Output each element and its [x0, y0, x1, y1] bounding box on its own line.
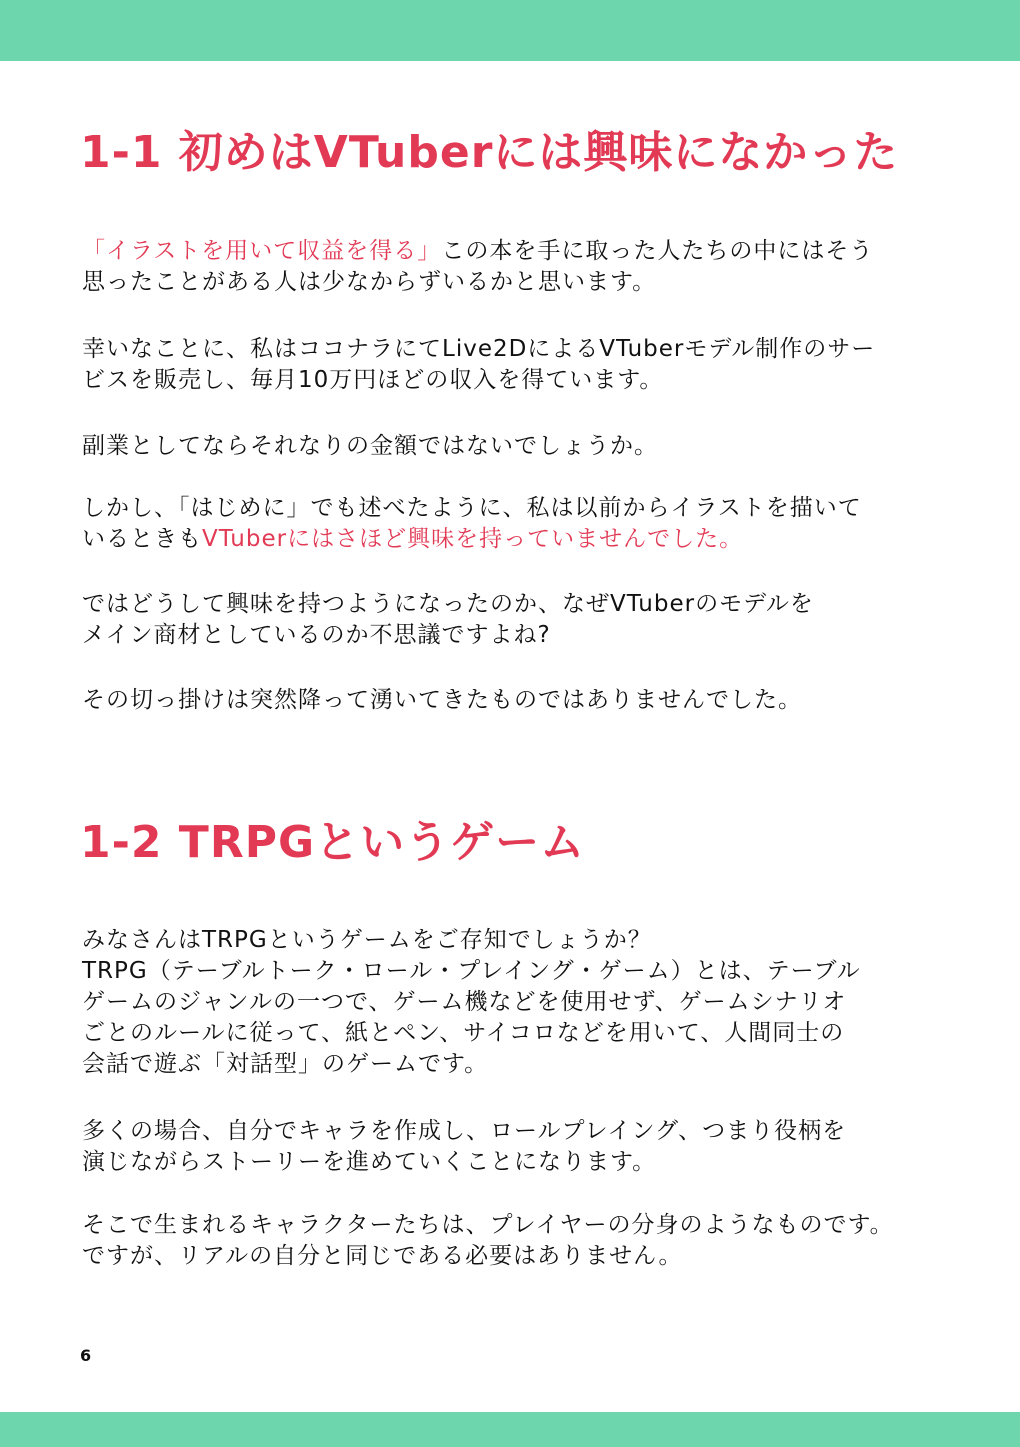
text-line [82, 365, 875, 396]
paragraph-roleplay [82, 1116, 846, 1178]
section-heading-1-2: 1-2 TRPGというゲーム [80, 817, 586, 868]
text-line [82, 956, 861, 987]
text-line [82, 1241, 894, 1272]
section-heading-1-1: 1-1 初めはVTuberには興味になかった [80, 127, 899, 178]
text-run: 多くの場合、自分でキャラを作成し、ロールプレイング、つまり役柄を [82, 1118, 847, 1144]
text-run: しかし、「はじめに」でも述べたように、私は以前からイラストを描いて [82, 495, 862, 521]
text-line [82, 1049, 861, 1080]
text-run: この本を手に取った人たちの中にはそう [441, 238, 874, 264]
text-run: その切っ掛けは突然降って湧いてきたものではありませんでした。 [82, 687, 802, 713]
text-run: TRPG（テーブルトーク・ロール・プレイング・ゲーム）とは、テーブル [82, 958, 861, 984]
text-line [82, 1116, 846, 1147]
page-number: 6 [80, 1346, 92, 1365]
top-color-band [0, 0, 1020, 61]
text-run: ではどうして興味を持つようになったのか、なぜVTuberのモデルを [82, 591, 814, 617]
paragraph-trigger [82, 685, 802, 716]
paragraph-no-interest [82, 493, 862, 555]
paragraph-intro-quote [82, 236, 873, 298]
highlighted-text: VTuberにはさほど興味を持っていませんでした。 [202, 526, 744, 552]
paragraph-coconala-income [82, 334, 875, 396]
text-line [82, 987, 861, 1018]
paragraph-side-job [82, 431, 658, 462]
text-line [82, 1018, 861, 1049]
paragraph-characters [82, 1210, 894, 1272]
text-line [82, 431, 658, 462]
paragraph-why-vtuber [82, 589, 814, 651]
bottom-color-band [0, 1412, 1020, 1447]
text-line [82, 334, 875, 365]
text-run: みなさんはTRPGというゲームをご存知でしょうか？ [82, 927, 652, 953]
text-line [82, 236, 873, 267]
paragraph-trpg-intro [82, 925, 861, 1080]
text-line [82, 267, 873, 298]
text-run: ビスを販売し、毎月10万円ほどの収入を得ています。 [82, 367, 664, 393]
text-line [82, 524, 862, 555]
text-line [82, 685, 802, 716]
text-run: そこで生まれるキャラクターたちは、プレイヤーの分身のようなものです。 [82, 1212, 894, 1238]
text-run: 演じながらストーリーを進めていくことになります。 [82, 1149, 657, 1175]
highlighted-text: 「イラストを用いて収益を得る」 [82, 238, 442, 264]
text-line [82, 589, 814, 620]
text-run: ゲームのジャンルの一つで、ゲーム機などを使用せず、ゲームシナリオ [82, 989, 847, 1015]
text-run: いるときも [82, 526, 202, 552]
text-line [82, 493, 862, 524]
text-run: 副業としてならそれなりの金額ではないでしょうか。 [82, 433, 658, 459]
text-run: 思ったことがある人は少なからずいるかと思います。 [82, 269, 657, 295]
text-line [82, 1210, 894, 1241]
text-run: メイン商材としているのか不思議ですよね? [82, 622, 551, 648]
text-run: ですが、リアルの自分と同じである必要はありません。 [82, 1243, 683, 1269]
text-run: 幸いなことに、私はココナラにてLive2DによるVTuberモデル制作のサー [82, 336, 876, 362]
text-line [82, 1147, 846, 1178]
text-run: 会話で遊ぶ「対話型」のゲームです。 [82, 1051, 489, 1077]
text-line [82, 620, 814, 651]
text-line [82, 925, 861, 956]
text-run: ごとのルールに従って、紙とペン、サイコロなどを用いて、人間同士の [82, 1020, 845, 1046]
